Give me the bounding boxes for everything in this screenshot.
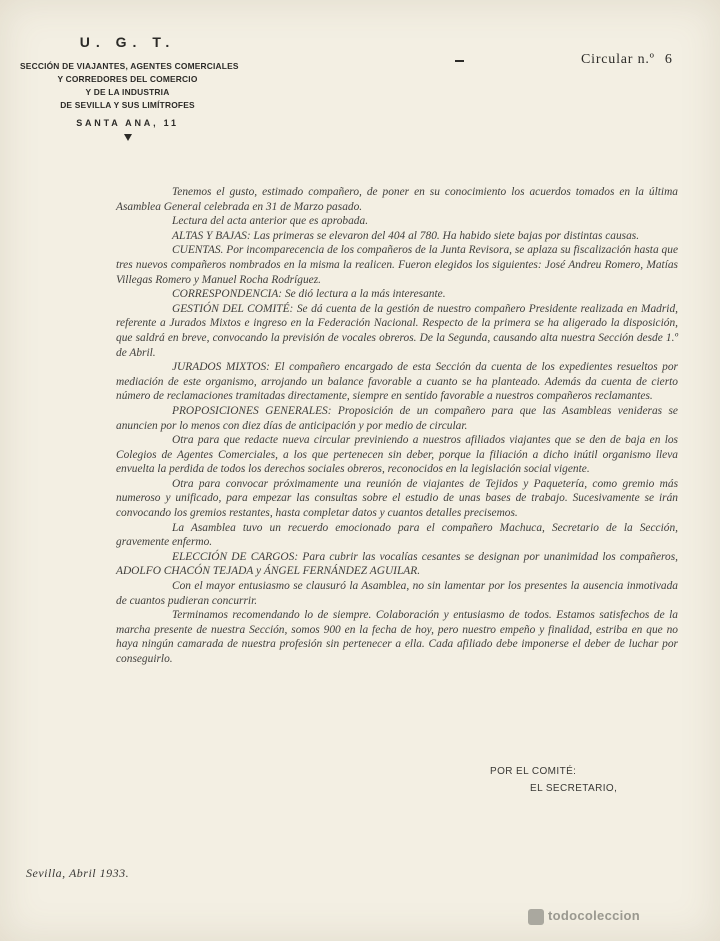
signature-block xyxy=(490,763,617,797)
paragraph: Otra para convocar próximamente una reunión de viajantes de Tejidos y Paquetería, como gremio más numeroso y unificado, para empezar las consultas sobre el estudio de unas bases de trabajo. Sucesivamente se irán convocando los gremios restantes, hasta completar datos y cuantos detalles precisemos. xyxy=(116,477,678,520)
paragraph: Lectura del acta anterior que es aprobada. xyxy=(172,215,369,228)
watermark: todocoleccion xyxy=(548,908,641,923)
paragraph: La Asamblea tuvo un recuerdo emocionado para el compañero Machuca, Secretario de la Sección, gravemente enfermo. xyxy=(116,521,678,549)
letterhead-line: Y DE LA INDUSTRIA xyxy=(85,87,170,97)
paragraph: JURADOS MIXTOS: El compañero encargado de esta Sección da cuenta de los expedientes resueltos por mediación de este organismo, arrojando un balance favorable a cuanto se ha planteado. Además da cuenta de cierto número de reclamaciones tramitadas directamente, siempre en sentido favorable a nuestros compañeros reclamantes. xyxy=(116,361,678,403)
signature-line: EL SECRETARIO, xyxy=(530,783,618,794)
letterhead-line: Y CORREDORES DEL COMERCIO xyxy=(57,74,198,84)
circular-value: 6 xyxy=(664,52,673,67)
paragraph: Otra para que redacte nueva circular previniendo a nuestros afiliados viajantes que se den de baja en los Colegios de Agentes Comerciales, a los que pertenecen sin deber, porque la filiación a dicho inútil organismo lleva envuelta la perdida de todos los derechos sociales obreros, reconocidos en la legislación social vigente. xyxy=(116,434,678,476)
signature-line: POR EL COMITÉ: xyxy=(490,766,577,777)
organization-name: U. G. T. xyxy=(79,34,176,50)
letterhead-line: DE SEVILLA Y SUS LIMÍTROFES xyxy=(60,100,195,110)
paragraph: ELECCIÓN DE CARGOS: Para cubrir las vocalías cesantes se designan por unanimidad los compañeros, ADOLFO CHACÓN TEJADA y ÁNGEL FERNÁNDEZ AGUILAR. xyxy=(116,550,678,578)
paragraph: Terminamos recomendando lo de siempre. Colaboración y entusiasmo de todos. Estamos satisfechos de la marcha presente de nuestra Sección, somos 900 en la fecha de hoy, pero nuestro empeño y finalidad, estriba en que no haya ningún camarada de nuestra profesión sin pertenecer a ella. Cada afiliado debe imponerse el deber de luchar por conseguirlo. xyxy=(116,609,678,665)
letterhead-address: SANTA ANA, 11 xyxy=(76,118,179,128)
letterhead xyxy=(20,34,239,141)
letter-body xyxy=(116,185,678,667)
letterhead-line: SECCIÓN DE VIAJANTES, AGENTES COMERCIALES xyxy=(20,61,239,71)
paragraph: GESTIÓN DEL COMITÉ: Se dá cuenta de la gestión de nuestro compañero Presidente realizada en Madrid, referente a Jurados Mixtos e ingreso en la Federación Nacional. Respecto de la primera se ha aligerado la disposición, que saldrá en breve, convocando la previsión de vocales obreros. De la Segunda, causando alta nuestra Sección desde 1.º de Abril. xyxy=(116,302,678,359)
paragraph: PROPOSICIONES GENERALES: Proposición de un compañero para que las Asambleas venideras se anuncien por lo menos con diez días de anticipación y por medio de circular. xyxy=(116,404,678,432)
circular-label: Circular n.º xyxy=(581,52,655,67)
document-date: Sevilla, Abril 1933. xyxy=(26,866,130,880)
paragraph: CUENTAS. Por incomparecencia de los compañeros de la Junta Revisora, se aplaza su fiscalización hasta que tres nuevos compañeros nombrados en la misma la realicen. Fueron elegidos los siguientes: José Andreu Romero, Matías Villegas Romero y Manuel Rocha Rodríguez. xyxy=(116,244,678,286)
paragraph: CORRESPONDENCIA: Se dió lectura a la más interesante. xyxy=(172,288,446,301)
paragraph: Tenemos el gusto, estimado compañero, de poner en su conocimiento los acuerdos tomados en la última Asamblea General celebrada en 31 de Marzo pasado. xyxy=(116,186,678,213)
circular-number xyxy=(581,52,673,68)
watermark-logo-icon xyxy=(528,909,544,925)
paragraph: Con el mayor entusiasmo se clausuró la Asamblea, no sin lamentar por los presentes la ausencia inmotivada de cuantos pudieran concurrir. xyxy=(116,580,678,607)
dash-mark xyxy=(455,60,464,62)
paragraph: ALTAS Y BAJAS: Las primeras se elevaron del 404 al 780. Ha habido siete bajas por distintas causas. xyxy=(172,229,640,242)
triangle-ornament-icon xyxy=(124,134,132,141)
